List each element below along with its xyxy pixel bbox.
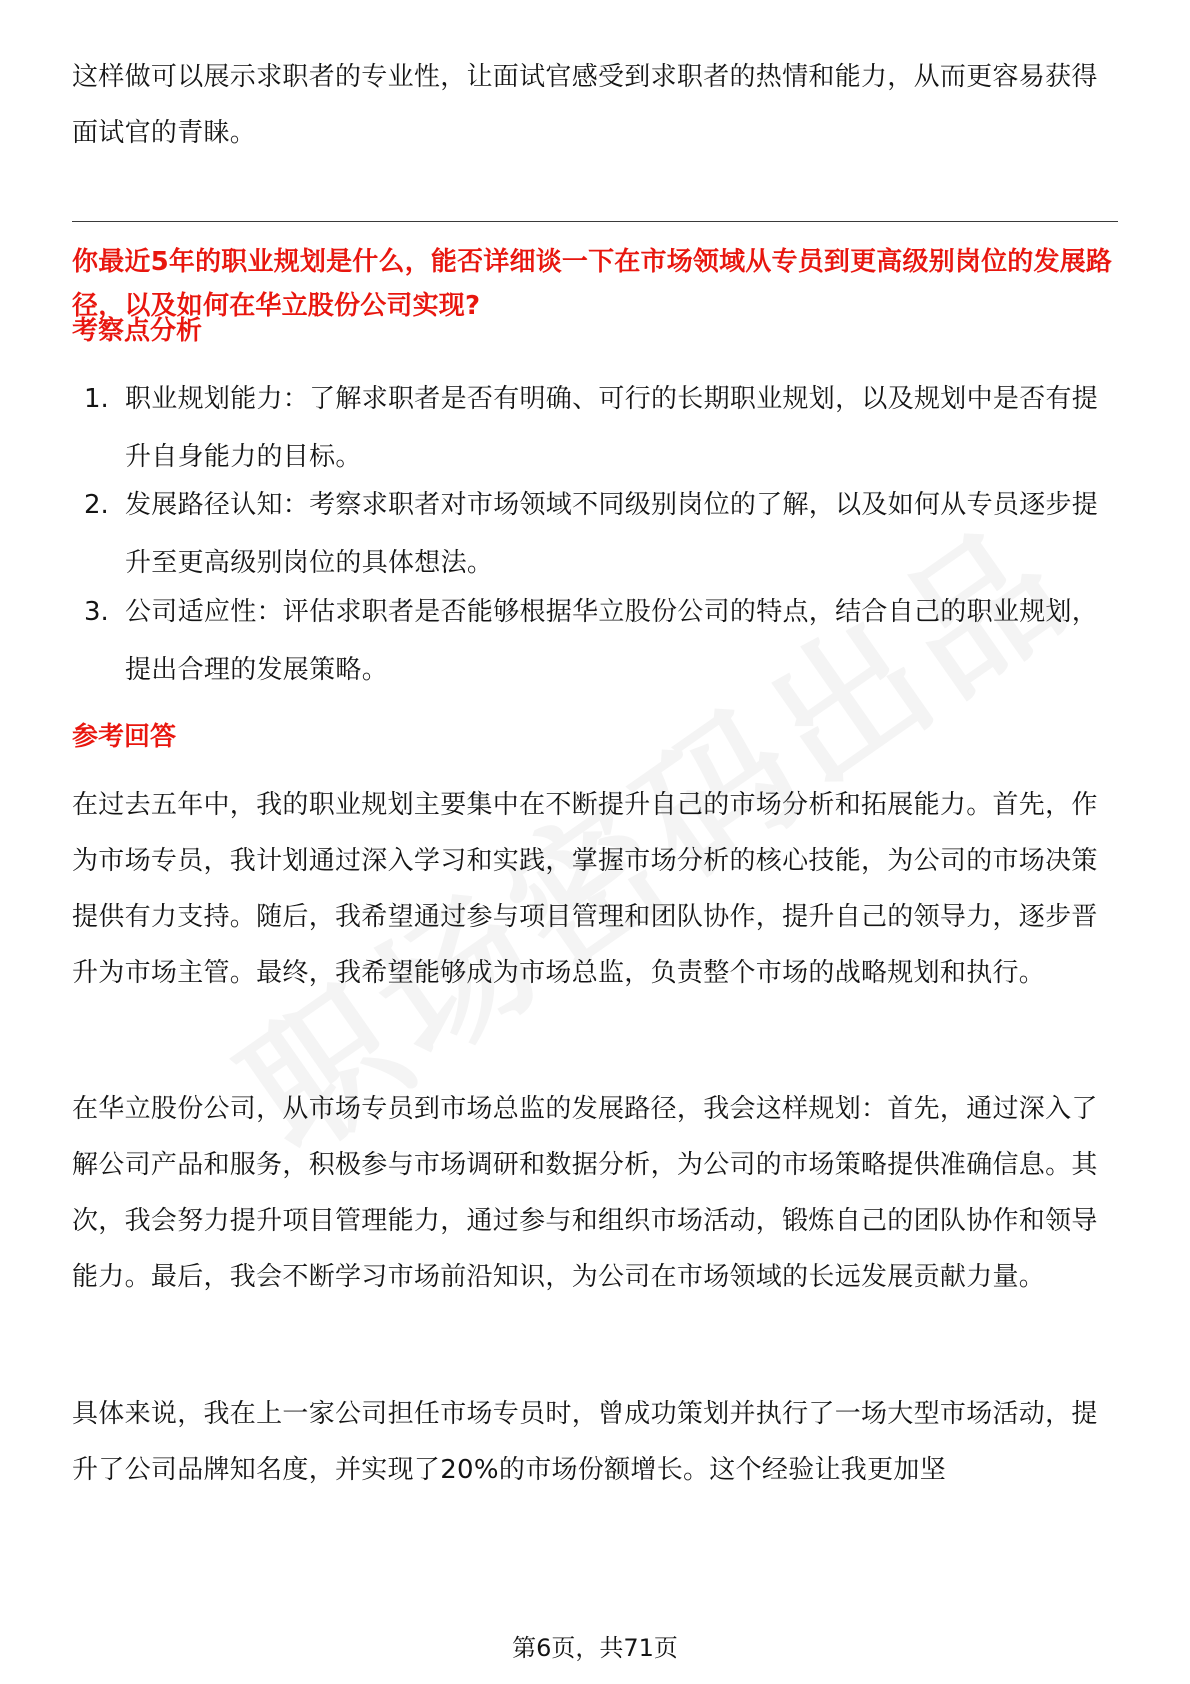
list-item-number: 2. — [84, 490, 109, 520]
answer-paragraph: 具体来说，我在上一家公司担任市场专员时，曾成功策划并执行了一场大型市场活动，提升了公司品牌知名度，并实现了20%的市场份额增长。这个经验让我更加坚 — [72, 1399, 1098, 1485]
page-number-footer: 第6页，共71页 — [512, 1634, 678, 1662]
answer-title: 参考回答 — [72, 722, 177, 752]
list-item-number: 1. — [84, 384, 109, 414]
list-item-number: 3. — [84, 597, 109, 627]
list-item-text: 公司适应性：评估求职者是否能够根据华立股份公司的特点，结合自己的职业规划，提出合理的发展策略。 — [125, 597, 1099, 685]
list-item-text: 职业规划能力：了解求职者是否有明确、可行的长期职业规划，以及规划中是否有提升自身能力的目标。 — [125, 384, 1099, 472]
intro-paragraph: 这样做可以展示求职者的专业性，让面试官感受到求职者的热情和能力，从而更容易获得面试官的青睐。 — [72, 62, 1098, 148]
section-divider — [72, 221, 1118, 222]
question-heading: 你最近5年的职业规划是什么，能否详细谈一下在市场领域从专员到更高级别岗位的发展路径，以及如何在华立股份公司实现? — [72, 247, 1113, 321]
list-item-text: 发展路径认知：考察求职者对市场领域不同级别岗位的了解，以及如何从专员逐步提升至更高级别岗位的具体想法。 — [125, 490, 1099, 578]
analysis-title: 考察点分析 — [72, 316, 203, 346]
answer-paragraph: 在华立股份公司，从市场专员到市场总监的发展路径，我会这样规划：首先，通过深入了解公司产品和服务，积极参与市场调研和数据分析，为公司的市场策略提供准确信息。其次，我会努力提升项目管理能力，通过参与和组织市场活动，锻炼自己的团队协作和领导能力。最后，我会不断学习市场前沿知识，为公司在市场领域的长远发展贡献力量。 — [72, 1094, 1098, 1292]
answer-paragraph: 在过去五年中，我的职业规划主要集中在不断提升自己的市场分析和拓展能力。首先，作为市场专员，我计划通过深入学习和实践，掌握市场分析的核心技能，为公司的市场决策提供有力支持。随后，我希望通过参与项目管理和团队协作，提升自己的领导力，逐步晋升为市场主管。最终，我希望能够成为市场总监，负责整个市场的战略规划和执行。 — [72, 790, 1098, 988]
